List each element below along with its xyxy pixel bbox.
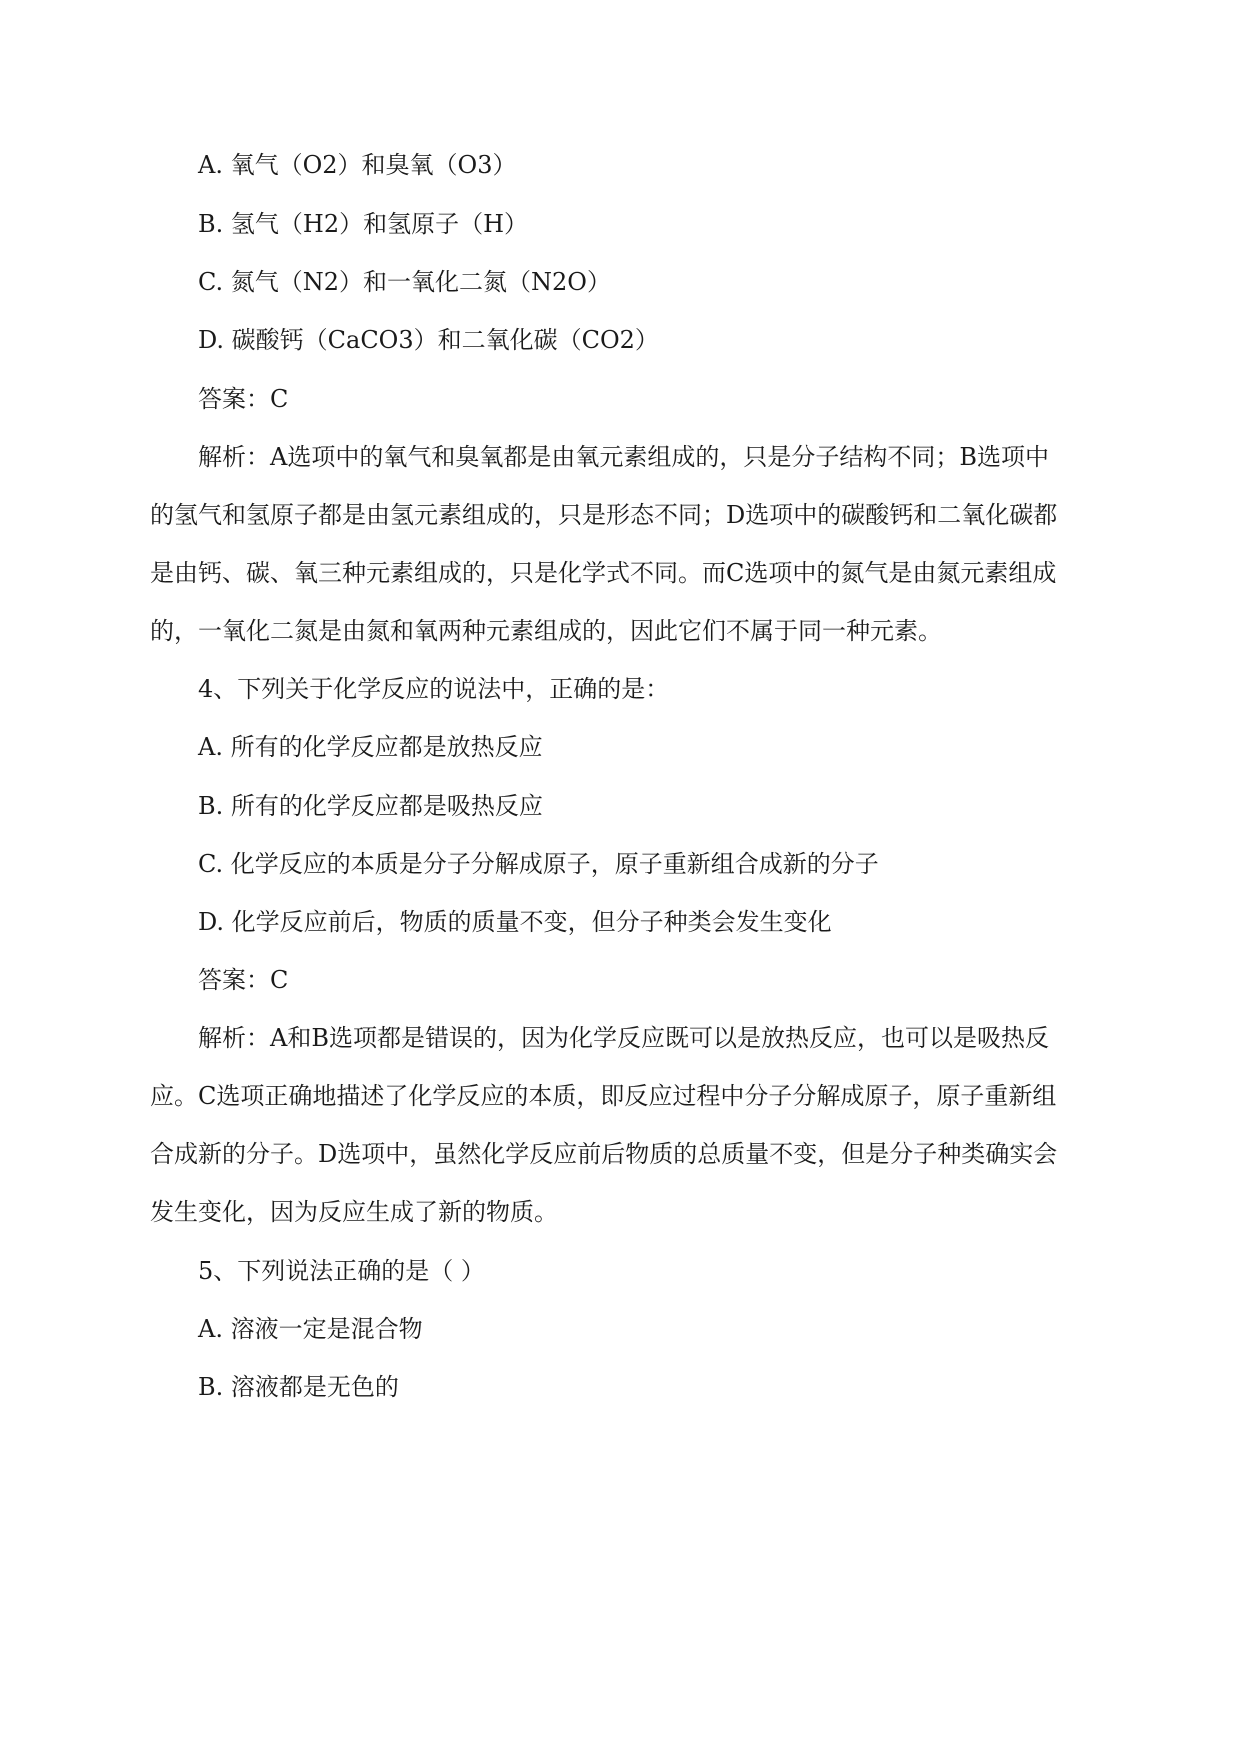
q3-option-d: D. 碳酸钙（CaCO3）和二氧化碳（CO2） [198, 326, 659, 354]
q4-explanation-line: 合成新的分子。D选项中，虽然化学反应前后物质的总质量不变，但是分子种类确实会 [150, 1140, 1058, 1168]
q4-answer: 答案：C [198, 966, 289, 994]
q4-option-b: B. 所有的化学反应都是吸热反应 [198, 792, 543, 820]
q4-explanation-line: 应。C选项正确地描述了化学反应的本质，即反应过程中分子分解成原子，原子重新组 [150, 1082, 1057, 1110]
q3-option-c: C. 氮气（N2）和一氧化二氮（N2O） [198, 268, 611, 296]
q5-option-b: B. 溶液都是无色的 [198, 1373, 399, 1401]
q3-option-a: A. 氧气（O2）和臭氧（O3） [198, 151, 517, 179]
q3-explanation-line: 是由钙、碳、氧三种元素组成的，只是化学式不同。而C选项中的氮气是由氮元素组成 [150, 559, 1057, 587]
q3-explanation-line: 解析：A选项中的氧气和臭氧都是由氧元素组成的，只是分子结构不同；B选项中 [198, 443, 1049, 471]
q4-option-a: A. 所有的化学反应都是放热反应 [198, 733, 543, 761]
q3-explanation-line: 的氢气和氢原子都是由氢元素组成的，只是形态不同；D选项中的碳酸钙和二氧化碳都 [150, 501, 1058, 529]
q5-option-a: A. 溶液一定是混合物 [198, 1315, 423, 1343]
q4-question: 4、下列关于化学反应的说法中，正确的是： [198, 675, 670, 703]
q4-option-d: D. 化学反应前后，物质的质量不变，但分子种类会发生变化 [198, 908, 832, 936]
q3-option-b: B. 氢气（H2）和氢原子（H） [198, 210, 529, 238]
q3-answer: 答案：C [198, 385, 289, 413]
q4-explanation-line: 解析：A和B选项都是错误的，因为化学反应既可以是放热反应，也可以是吸热反 [198, 1024, 1049, 1052]
q3-explanation-line: 的，一氧化二氮是由氮和氧两种元素组成的，因此它们不属于同一种元素。 [150, 617, 942, 645]
q4-explanation-line: 发生变化，因为反应生成了新的物质。 [150, 1198, 558, 1226]
q4-option-c: C. 化学反应的本质是分子分解成原子，原子重新组合成新的分子 [198, 850, 879, 878]
q5-question: 5、下列说法正确的是（ ） [198, 1257, 485, 1285]
